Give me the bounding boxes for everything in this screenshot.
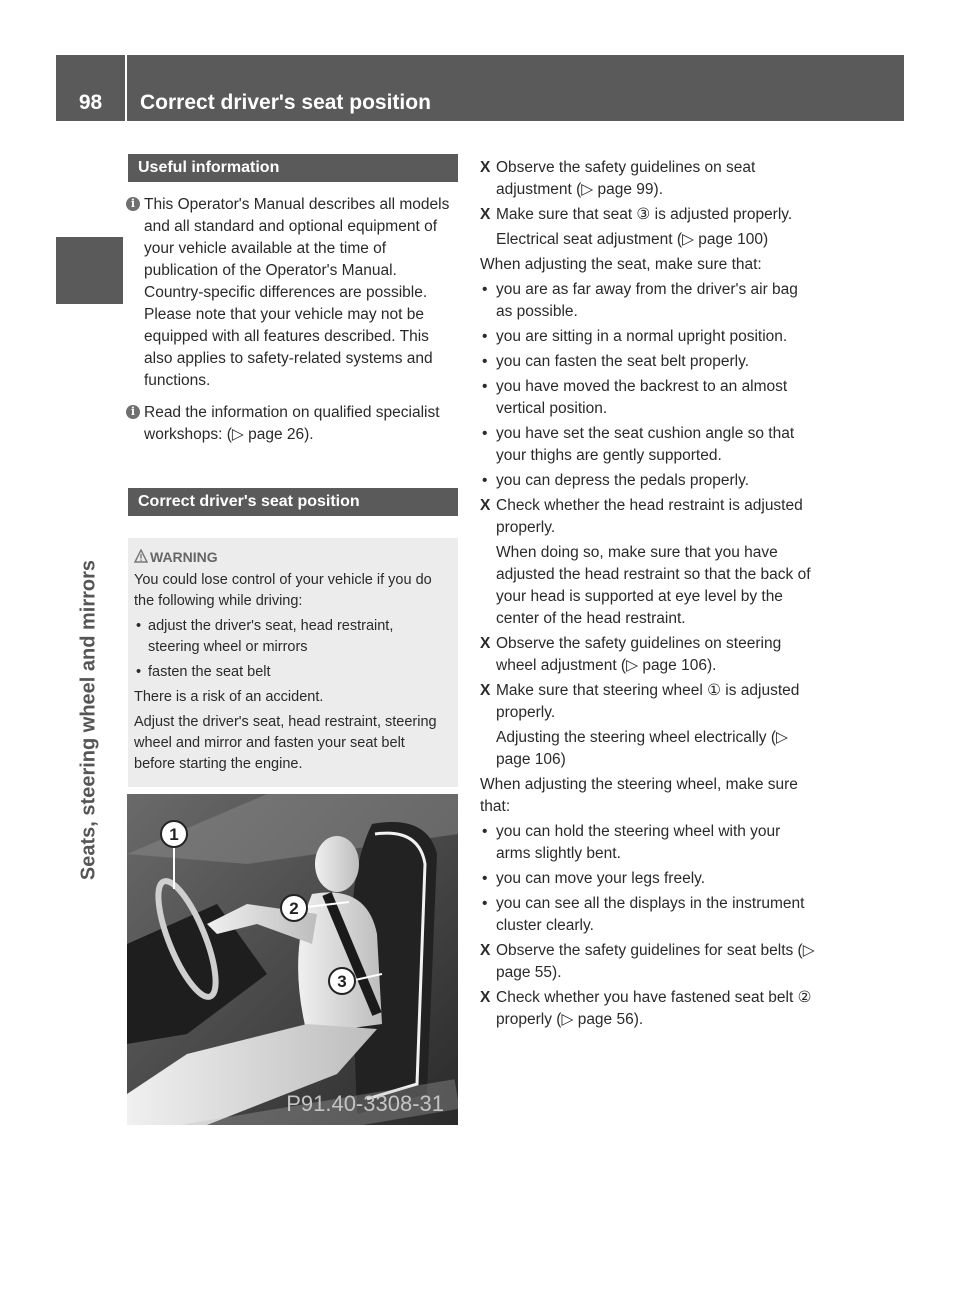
callout-2: 2 xyxy=(289,899,299,918)
bullet-icon: • xyxy=(482,281,488,298)
step-note: When doing so, make sure that you have adjusted the head restraint so that the back of your head is supported at eye level by the center of the head restraint. xyxy=(496,544,811,627)
instruction-step xyxy=(480,680,816,724)
chapter-title: Seats, steering wheel and mirrors xyxy=(77,559,100,881)
right-column xyxy=(480,154,816,1031)
info-text-1: This Operator's Manual describes all models and all standard and optional equipment of your vehicle available at the time of publication of the Operator's Manual. Country-specific differences are possible. Please note that your vehicle may not be equipped with all features described. This also applies to safety-related systems and functions. xyxy=(144,196,450,389)
list-item-text: you can hold the steering wheel with your arms slightly bent. xyxy=(496,823,781,862)
instruction-note xyxy=(480,727,816,771)
warning-bullet-text: fasten the seat belt xyxy=(148,664,271,680)
callout-layer xyxy=(127,794,458,1125)
warning-triangle-icon xyxy=(134,549,148,563)
step-arrow-icon: X xyxy=(480,206,491,223)
warning-label: WARNING xyxy=(150,549,218,565)
left-column xyxy=(128,154,458,787)
list-item-text: you can depress the pedals properly. xyxy=(496,472,750,489)
step-text: Observe the safety guidelines for seat belts (▷ page 55). xyxy=(496,942,815,981)
info-icon: i xyxy=(126,197,140,211)
instruction-step xyxy=(480,157,816,201)
step-arrow-icon: X xyxy=(480,989,491,1006)
warning-header xyxy=(134,548,448,566)
step-arrow-icon: X xyxy=(480,497,491,514)
callout-3: 3 xyxy=(337,972,347,991)
step-text: Make sure that seat ③ is adjusted properly. xyxy=(496,206,793,223)
info-paragraph-2 xyxy=(128,402,458,446)
info-text-2: Read the information on qualified specialist workshops: (▷ page 26). xyxy=(144,404,440,443)
bullet-icon: • xyxy=(482,823,488,840)
wheel-intro: When adjusting the steering wheel, make sure that: xyxy=(480,776,798,815)
seat-position-illustration xyxy=(127,794,458,1125)
bullet-icon: • xyxy=(136,664,142,680)
bullet-icon: • xyxy=(482,353,488,370)
list-item-text: you are as far away from the driver's air bag as possible. xyxy=(496,281,798,320)
step-arrow-icon: X xyxy=(480,159,491,176)
useful-info-heading: Useful information xyxy=(128,154,458,182)
info-paragraph-1 xyxy=(128,194,458,392)
instruction-note xyxy=(480,229,816,251)
figure-code: P91.40-3308-31 xyxy=(286,1091,444,1116)
list-item-text: you can see all the displays in the instrument cluster clearly. xyxy=(496,895,805,934)
warning-bullet xyxy=(134,662,448,683)
instruction-step xyxy=(480,633,816,677)
step-text: Make sure that steering wheel ① is adjusted properly. xyxy=(496,682,800,721)
page-title: Correct driver's seat position xyxy=(140,91,431,114)
bullet-icon: • xyxy=(136,618,142,634)
step-note: Electrical seat adjustment (▷ page 100) xyxy=(496,231,769,248)
step-text: Check whether you have fastened seat belt ② properly (▷ page 56). xyxy=(496,989,812,1028)
instruction-step xyxy=(480,940,816,984)
instruction-step xyxy=(480,495,816,539)
callout-1: 1 xyxy=(169,825,179,844)
step-text: Observe the safety guidelines on seat adjustment (▷ page 99). xyxy=(496,159,756,198)
list-item xyxy=(480,376,816,420)
instruction-note xyxy=(480,542,816,630)
warning-action: Adjust the driver's seat, head restraint, steering wheel and mirror and fasten your seat belt before starting the engine. xyxy=(134,714,437,772)
list-item xyxy=(480,351,816,373)
list-item-text: you have set the seat cushion angle so that your thighs are gently supported. xyxy=(496,425,795,464)
list-item xyxy=(480,470,816,492)
step-note: Adjusting the steering wheel electrically (▷ page 106) xyxy=(496,729,788,768)
section-heading: Correct driver's seat position xyxy=(128,488,458,516)
list-item xyxy=(480,868,816,890)
step-arrow-icon: X xyxy=(480,635,491,652)
list-item xyxy=(480,821,816,865)
list-item-text: you have moved the backrest to an almost vertical position. xyxy=(496,378,788,417)
list-item xyxy=(480,279,816,323)
bullet-icon: • xyxy=(482,425,488,442)
list-item xyxy=(480,893,816,937)
warning-bullet xyxy=(134,616,448,658)
warning-intro: You could lose control of your vehicle if you do the following while driving: xyxy=(134,572,432,609)
step-text: Check whether the head restraint is adjusted properly. xyxy=(496,497,803,536)
list-item-text: you can move your legs freely. xyxy=(496,870,706,887)
list-item-text: you can fasten the seat belt properly. xyxy=(496,353,750,370)
instruction-step xyxy=(480,204,816,226)
list-item-text: you are sitting in a normal upright position. xyxy=(496,328,788,345)
warning-bullet-text: adjust the driver's seat, head restraint, steering wheel or mirrors xyxy=(148,618,394,655)
bullet-icon: • xyxy=(482,472,488,489)
step-text: Observe the safety guidelines on steering wheel adjustment (▷ page 106). xyxy=(496,635,782,674)
bullet-icon: • xyxy=(482,870,488,887)
instruction-step xyxy=(480,987,816,1031)
bullet-icon: • xyxy=(482,378,488,395)
chapter-tab xyxy=(56,237,123,304)
bullet-icon: • xyxy=(482,328,488,345)
list-item xyxy=(480,423,816,467)
bullet-icon: • xyxy=(482,895,488,912)
warning-risk: There is a risk of an accident. xyxy=(134,689,324,705)
info-icon: i xyxy=(126,405,140,419)
header-divider xyxy=(125,55,127,121)
list-item xyxy=(480,326,816,348)
warning-box xyxy=(128,538,458,787)
step-arrow-icon: X xyxy=(480,682,491,699)
seat-intro: When adjusting the seat, make sure that: xyxy=(480,256,762,273)
page-number: 98 xyxy=(78,91,103,114)
step-arrow-icon: X xyxy=(480,942,491,959)
